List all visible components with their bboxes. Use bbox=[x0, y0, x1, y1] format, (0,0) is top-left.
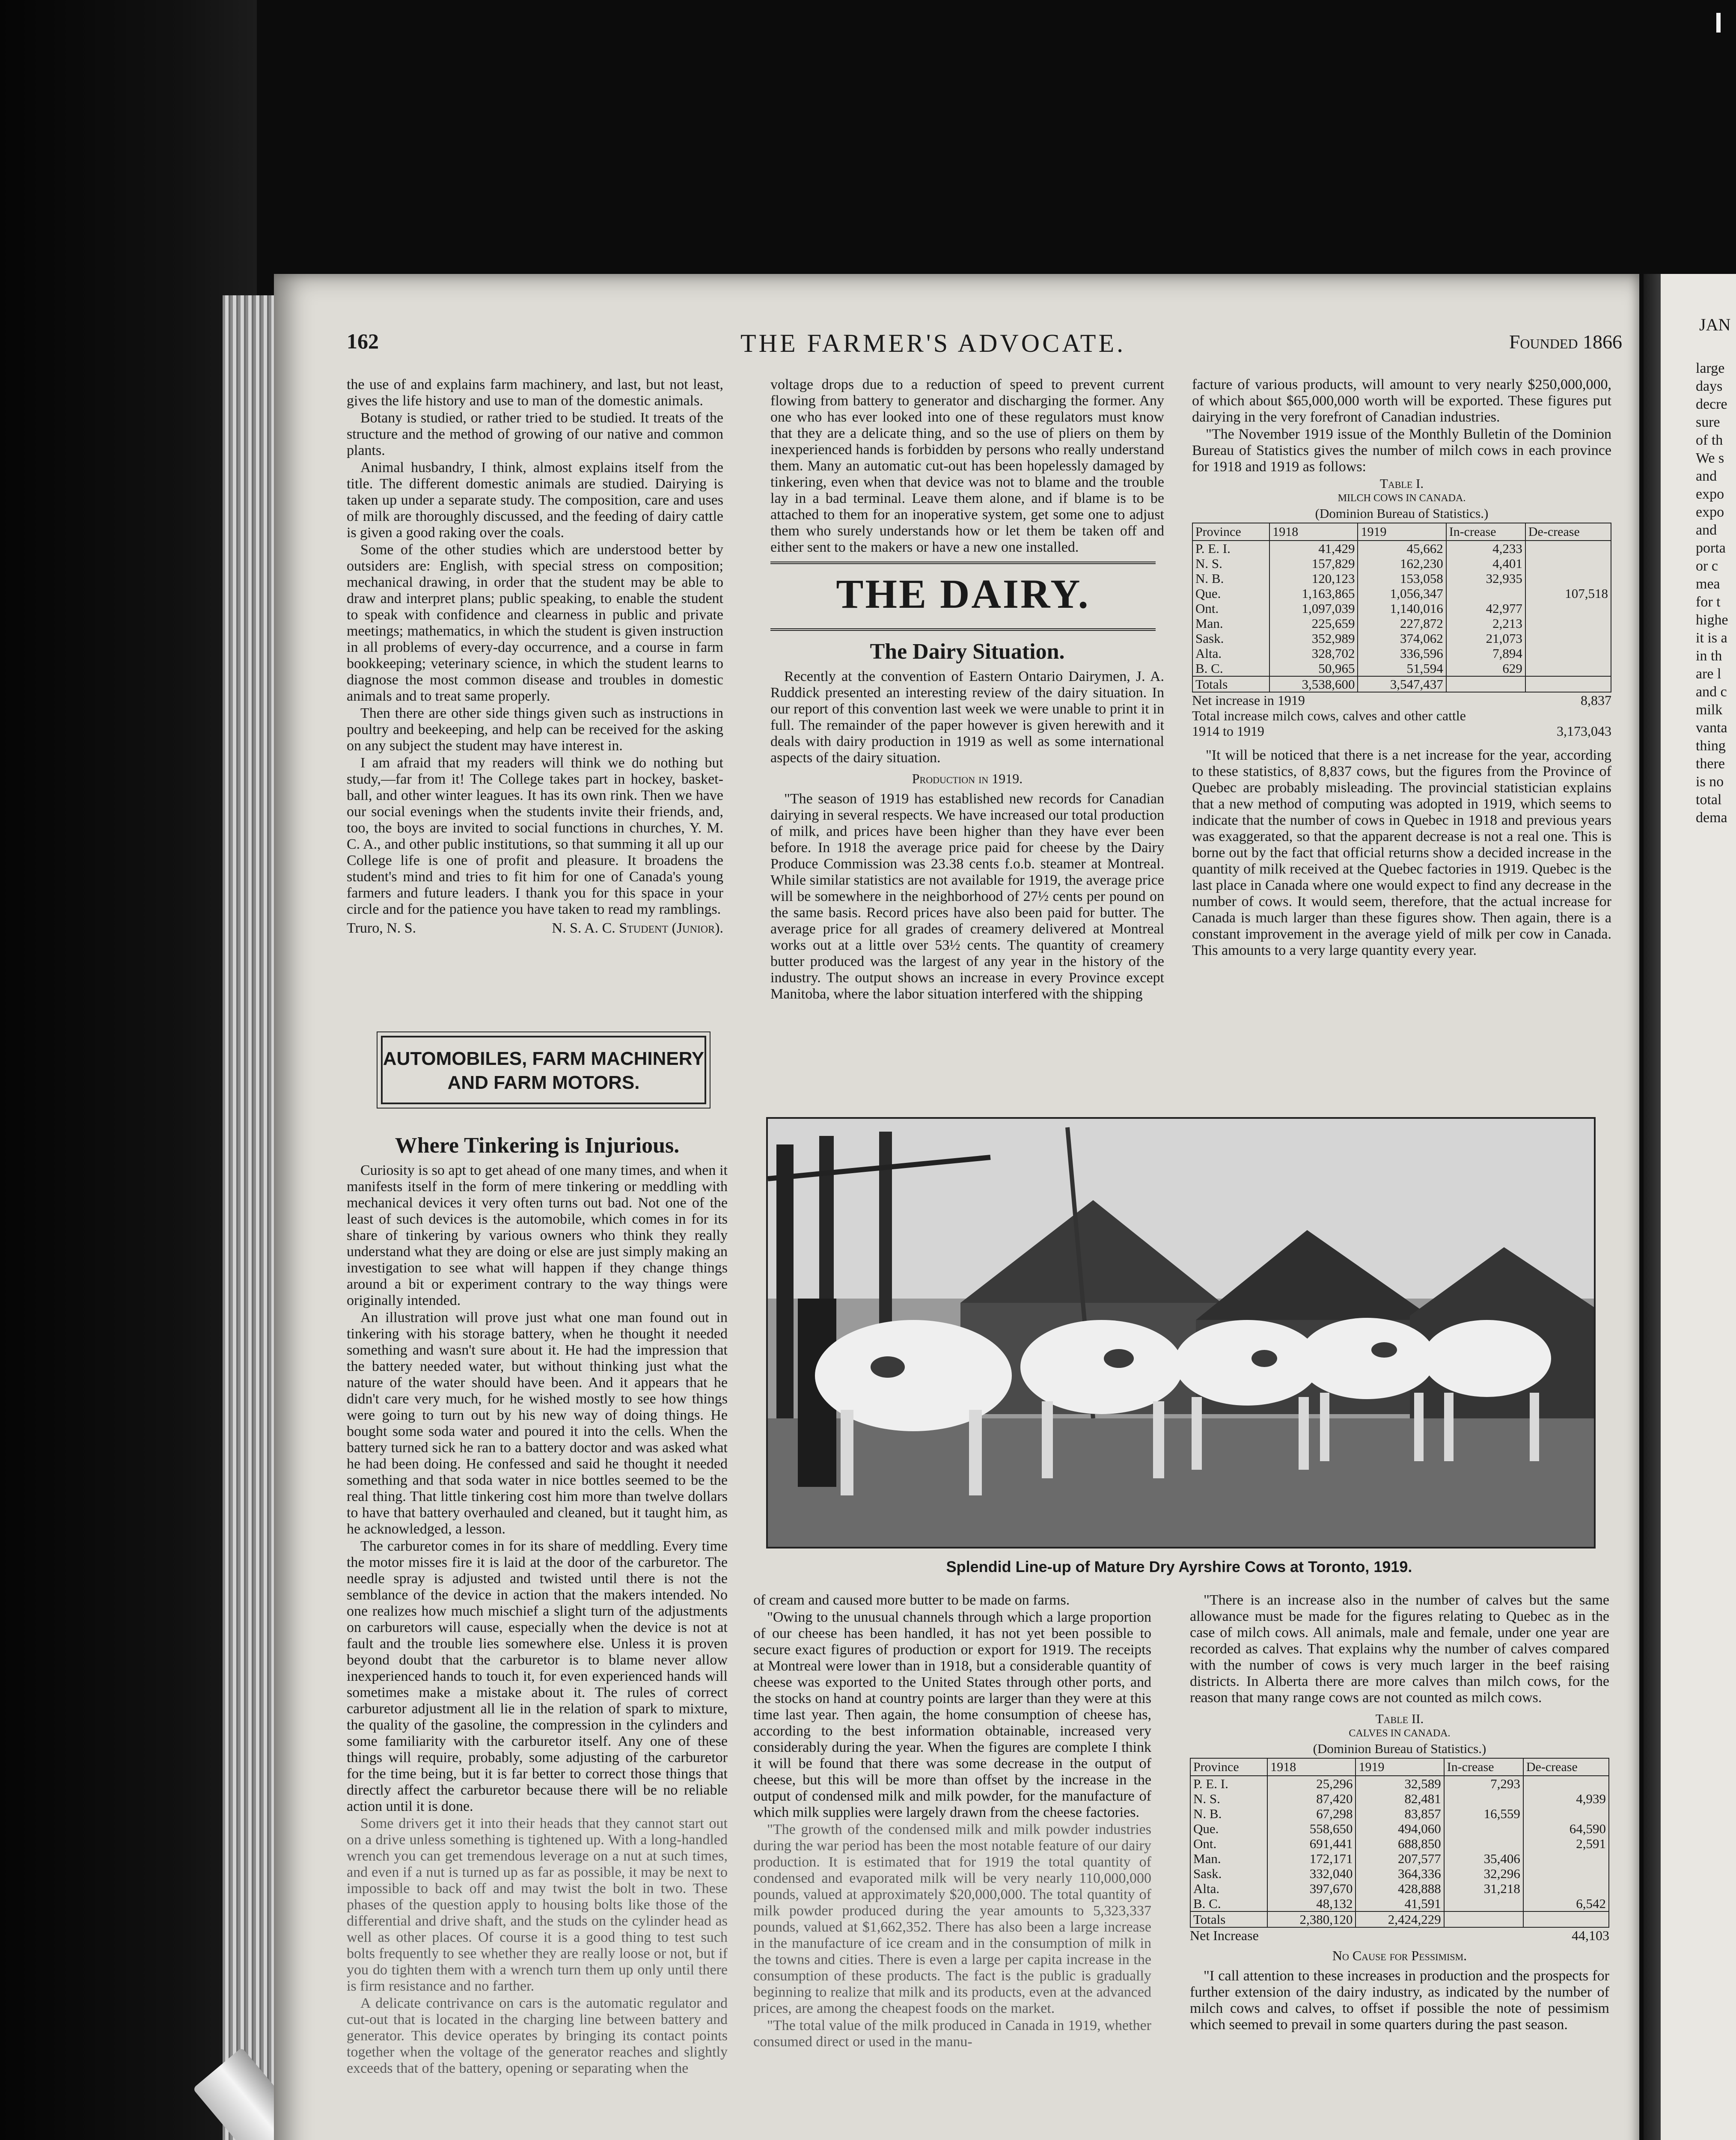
next-page-fragment bbox=[1661, 274, 1736, 2140]
table-cell: Totals bbox=[1190, 1911, 1267, 1927]
article-headline: Where Tinkering is Injurious. bbox=[395, 1133, 680, 1158]
net-label: Net Increase bbox=[1190, 1928, 1259, 1943]
table-row bbox=[1190, 1806, 1609, 1821]
table-cell: 1,163,865 bbox=[1269, 586, 1358, 601]
table-cell: Man. bbox=[1192, 616, 1269, 631]
table-cell: 1,056,347 bbox=[1358, 586, 1446, 601]
table-cell: N. B. bbox=[1192, 571, 1269, 586]
table-cell: 157,829 bbox=[1269, 556, 1358, 571]
table-totals-row bbox=[1192, 676, 1611, 692]
table-cell: 162,230 bbox=[1358, 556, 1446, 571]
section-box-line: AUTOMOBILES, FARM MACHINERY bbox=[383, 1048, 705, 1069]
total-label: Total increase milch cows, calves and other cattle 1914 to 1919 bbox=[1192, 708, 1466, 739]
table-cell: 21,073 bbox=[1446, 631, 1525, 646]
table-cell: 4,233 bbox=[1446, 541, 1525, 556]
table-cell bbox=[1446, 676, 1525, 692]
table-header-cell: 1919 bbox=[1356, 1758, 1444, 1776]
table-cell: 25,296 bbox=[1267, 1776, 1356, 1791]
table-2-caption bbox=[1190, 1711, 1609, 1756]
newspaper-page bbox=[274, 274, 1639, 2140]
table-cell: 7,293 bbox=[1444, 1776, 1523, 1791]
paragraph: Recently at the convention of Eastern Ontario Dairymen, J. A. Ruddick presented an interesting review of the dairy situation. In our report of this convention last week we were unable to print it in full. The remainder of the paper however is given herewith and it deals with dairy production in 1919 as well as some international aspects of the dairy situation. bbox=[770, 669, 1164, 766]
column-3-bottom bbox=[1190, 1592, 1609, 2034]
table-cell bbox=[1446, 586, 1525, 601]
section-box-line: AND FARM MOTORS. bbox=[447, 1072, 640, 1093]
table-cell: Alta. bbox=[1192, 646, 1269, 661]
table-cell bbox=[1525, 616, 1611, 631]
next-page-header: JAN bbox=[1699, 315, 1731, 334]
paragraph: "It will be noticed that there is a net increase for the year, according to these statistics, of 8,837 cows, but the figures from the Province of Quebec are probably misleading. The provincial statistician explains that a new method of computing was adopted in 1919, which seems to indicate that the number of cows in Quebec in 1918 and previous years was exaggerated, so that the apparent decrease is not a real one. This is borne out by the fact that official returns show a decided increase in the quantity of milk received at the Quebec factories in 1919. Quebec is the last place in Canada where one would expect to find any decrease in the number of cows. It would seem, therefore, that the actual increase for Canada is much larger than these figures show. Then again, there is a constant improvement in the average yield of milk per cow in Canada. This amounts to a very large quantity every year. bbox=[1192, 747, 1611, 958]
table-cell bbox=[1525, 556, 1611, 571]
table-cell: Sask. bbox=[1192, 631, 1269, 646]
table-cell: 1,140,016 bbox=[1358, 601, 1446, 616]
table-cell: 7,894 bbox=[1446, 646, 1525, 661]
table-header-cell: De-crease bbox=[1525, 523, 1611, 541]
table-cell bbox=[1525, 541, 1611, 556]
table-cell bbox=[1444, 1836, 1523, 1851]
table-row bbox=[1192, 586, 1611, 601]
table-cell: 31,218 bbox=[1444, 1881, 1523, 1896]
table-cell: 207,577 bbox=[1356, 1851, 1444, 1866]
table-cell: 32,589 bbox=[1356, 1776, 1444, 1791]
book-spine-shadow bbox=[0, 0, 257, 2140]
table-row bbox=[1192, 571, 1611, 586]
table-source: (Dominion Bureau of Statistics.) bbox=[1313, 1741, 1486, 1756]
table-cell: Totals bbox=[1192, 676, 1269, 692]
table-cell: 82,481 bbox=[1356, 1791, 1444, 1806]
table-row bbox=[1190, 1821, 1609, 1836]
table-cell bbox=[1523, 1806, 1609, 1821]
paragraph: An illustration will prove just what one man found out in tinkering with his storage battery, when he thought it needed something and wasn't sure about it. He had the impression that the battery needed water, but without thinking just what the nature of the water should have been. And it appears that he didn't care very much, for he wished mostly to see how things were going to turn out by his new way of doing things. He bought some soda water and poured it into the cells. When the battery turned sick he ran to a battery doctor and was asked what he had been doing. He confessed and said he thought it needed something and that soda water in nice bottles seemed to be the real thing. That little tinkering cost him more than twelve dollars to have that battery overhauled and cleaned, but it taught him, as he acknowledged, a lesson. bbox=[347, 1310, 728, 1537]
article-headline: The Dairy Situation. bbox=[870, 639, 1065, 664]
table-totals-row bbox=[1190, 1911, 1609, 1927]
table-cell: N. S. bbox=[1192, 556, 1269, 571]
net-label: Net increase in 1919 bbox=[1192, 693, 1305, 708]
table-cell: 50,965 bbox=[1269, 661, 1358, 676]
table-cell: 629 bbox=[1446, 661, 1525, 676]
table-cell: 691,441 bbox=[1267, 1836, 1356, 1851]
table-cell: 4,401 bbox=[1446, 556, 1525, 571]
table-net-line bbox=[1190, 1928, 1609, 1943]
table-cell: 3,538,600 bbox=[1269, 676, 1358, 692]
table-cell: 3,547,437 bbox=[1358, 676, 1446, 692]
page-edges bbox=[223, 295, 282, 2140]
table-row bbox=[1190, 1896, 1609, 1911]
table-cell: 153,058 bbox=[1358, 571, 1446, 586]
table-cell bbox=[1523, 1776, 1609, 1791]
paragraph: Botany is studied, or rather tried to be studied. It treats of the structure and the method of growing of our native and common plants. bbox=[347, 410, 723, 458]
table-cell: 41,591 bbox=[1356, 1896, 1444, 1911]
column-1-bottom bbox=[347, 1130, 728, 2078]
table-cell: 227,872 bbox=[1358, 616, 1446, 631]
table-cell: B. C. bbox=[1192, 661, 1269, 676]
table-cell: 32,296 bbox=[1444, 1866, 1523, 1881]
table-cell: 558,650 bbox=[1267, 1821, 1356, 1836]
table-cell: Ont. bbox=[1192, 601, 1269, 616]
page-header bbox=[347, 329, 1622, 363]
table-cell: 48,132 bbox=[1267, 1896, 1356, 1911]
signature-place: Truro, N. S. bbox=[347, 920, 416, 936]
table-header-cell: 1918 bbox=[1269, 523, 1358, 541]
table-cell bbox=[1444, 1911, 1523, 1927]
cattle-photograph bbox=[766, 1117, 1596, 1549]
column-2-top bbox=[770, 377, 1164, 1003]
paragraph: "The November 1919 issue of the Monthly Bulletin of the Dominion Bureau of Statistics gives the number of milch cows in each province for 1918 and 1919 as follows: bbox=[1192, 426, 1611, 475]
table-cell: 374,062 bbox=[1358, 631, 1446, 646]
table-cell bbox=[1444, 1821, 1523, 1836]
table-cell bbox=[1523, 1911, 1609, 1927]
table-cell: 2,213 bbox=[1446, 616, 1525, 631]
table-cell: 16,559 bbox=[1444, 1806, 1523, 1821]
table-header-cell: 1919 bbox=[1358, 523, 1446, 541]
table-cell: 1,097,039 bbox=[1269, 601, 1358, 616]
table-cell: P. E. I. bbox=[1190, 1776, 1267, 1791]
table-cell: 428,888 bbox=[1356, 1881, 1444, 1896]
table-cell bbox=[1525, 646, 1611, 661]
photo-caption: Splendid Line-up of Mature Dry Ayrshire Cows at Toronto, 1919. bbox=[946, 1558, 1412, 1575]
table-row bbox=[1192, 601, 1611, 616]
paragraph: the use of and explains farm machinery, and last, but not least, gives the life history and use to man of the domestic animals. bbox=[347, 377, 723, 409]
calves-table bbox=[1190, 1758, 1609, 1928]
table-total-line bbox=[1192, 708, 1611, 739]
table-cell bbox=[1523, 1881, 1609, 1896]
table-cell: 4,939 bbox=[1523, 1791, 1609, 1806]
total-value: 3,173,043 bbox=[1557, 723, 1611, 739]
table-row bbox=[1192, 661, 1611, 676]
table-row bbox=[1190, 1776, 1609, 1791]
next-page-text: large days decre sure of th We s and expo expo and porta or c mea for t highe it is a in th are l and c milk vanta thing there is no total dema bbox=[1696, 360, 1728, 826]
table-cell: 352,989 bbox=[1269, 631, 1358, 646]
table-cell: 83,857 bbox=[1356, 1806, 1444, 1821]
signature-name: N. S. A. C. Student (Junior). bbox=[552, 920, 723, 936]
table-1-caption bbox=[1192, 476, 1611, 521]
milch-cows-table bbox=[1192, 523, 1611, 693]
table-cell: 172,171 bbox=[1267, 1851, 1356, 1866]
table-header-cell: Province bbox=[1192, 523, 1269, 541]
paragraph: "The season of 1919 has established new records for Canadian dairying in several respects. We have increased our total production of milk, and prices have been higher than they have ever been before. In 1918 the average price paid for cheese by the Dairy Produce Commission was 23.38 cents f.o.b. steamer at Montreal. While similar statistics are not available for 1919, the average price will be somewhere in the neighborhood of 27½ cents per pound on the same basis. Record prices have also been paid for butter. The average price for all grades of creamery delivered at Montreal works out at a little over 53½ cents. The quantity of creamery butter produced was the largest of any year in the history of the industry. The output shows an increase in every Province except Manitoba, where the labor situation interfered with the shipping bbox=[770, 791, 1164, 1002]
table-row bbox=[1192, 631, 1611, 646]
scan-marker bbox=[1716, 13, 1721, 33]
signature bbox=[347, 920, 723, 936]
table-cell: 332,040 bbox=[1267, 1866, 1356, 1881]
paragraph: The carburetor comes in for its share of meddling. Every time the motor misses fire it is laid at the door of the carburetor. The needle spray is adjusted and twisted until there is not the semblance of the device in action that the makers intended. No one realizes how much mischief a slight turn of the adjustments on carburetors will cause, especially when the device is not at fault and the trouble lies somewhere else. Unless it is proven beyond doubt that the carburetor is to blame never allow inexperienced hands to touch it, for even experienced hands will sometimes make a mistake about it. The rules of correct carburetor adjustment all lie in the relation of spark to mixture, the quality of the gasoline, the compression in the cylinders and some familiarity with the carburetor itself. Any one of these things will require, probably, some adjusting of the carburetor for the time being, but it is far better to correct those things that directly affect the carburetor because there will be no reliable action until it is done. bbox=[347, 1538, 728, 1814]
table-cell: 225,659 bbox=[1269, 616, 1358, 631]
table-row bbox=[1192, 541, 1611, 556]
table-cell: 2,424,229 bbox=[1356, 1911, 1444, 1927]
gutter-shadow bbox=[1644, 274, 1661, 2140]
table-cell: 688,850 bbox=[1356, 1836, 1444, 1851]
paragraph: "The growth of the condensed milk and milk powder industries during the war period has been the most notable feature of our dairy production. It is estimated that for 1919 the total quantity of condensed and evaporated milk will be very nearly 110,000,000 pounds, valued at approximately $20,000,000. The total quantity of milk powder produced during the year amounts to 5,323,337 pounds, valued at $1,662,352. There has also been a large increase in the manufacture of ice cream and in the consumption of milk in the towns and cities. There is even a large per capita increase in the consumption of these products. The fact is the public is gradually beginning to realize that milk and its products, even at the advanced prices, are among the cheapest foods on the market. bbox=[753, 1822, 1151, 2016]
paragraph: A delicate contrivance on cars is the automatic regulator and cut-out that is located in the charging line between battery and generator. This device operates by bringing its contact points together when the voltage of the generator reaches and slightly exceeds that of the battery, opening or separating when the bbox=[347, 1995, 728, 2076]
paragraph: of cream and caused more butter to be made on farms. bbox=[753, 1592, 1070, 1608]
paragraph: Then there are other side things given such as instructions in poultry and beekeeping, and help can be received for the asking on any subject the student may have interest in. bbox=[347, 705, 723, 754]
table-cell: 87,420 bbox=[1267, 1791, 1356, 1806]
section-box-automobiles bbox=[381, 1036, 706, 1104]
paragraph: I am afraid that my readers will think we do nothing but study,—far from it! The College takes part in hockey, basket-ball, and other winter leagues. It has its own rink. Then we have our social evenings when the students invite their friends, and, too, the boys are invited to social functions in churches, Y. M. C. A., and other public institutions, so that summing it all up our College life is one of profit and pleasure. It broadens the student's mind and tries to fit him for one of Canada's young farmers and future leaders. I thank you for this space in your circle and for the patience you have taken to read my ramblings. bbox=[347, 755, 723, 917]
table-subtitle: MILCH COWS IN CANADA. bbox=[1338, 493, 1466, 504]
table-cell: Que. bbox=[1192, 586, 1269, 601]
table-cell: Ont. bbox=[1190, 1836, 1267, 1851]
table-cell: Man. bbox=[1190, 1851, 1267, 1866]
table-header-cell: In-crease bbox=[1446, 523, 1525, 541]
table-cell: B. C. bbox=[1190, 1896, 1267, 1911]
table-cell: 328,702 bbox=[1269, 646, 1358, 661]
net-value: 8,837 bbox=[1581, 693, 1611, 708]
table-net-line bbox=[1192, 693, 1611, 708]
paragraph: facture of various products, will amount to very nearly $250,000,000, of which about $65,000,000 worth will be exported. These figures put dairying in the very forefront of Canadian industries. bbox=[1192, 377, 1611, 425]
table-cell: Alta. bbox=[1190, 1881, 1267, 1896]
paragraph: "The total value of the milk produced in Canada in 1919, whether consumed direct or used in the manu- bbox=[753, 2018, 1151, 2050]
masthead: THE FARMER'S ADVOCATE. bbox=[740, 329, 1126, 357]
column-3-top bbox=[1192, 377, 1611, 960]
table-cell: 51,594 bbox=[1358, 661, 1446, 676]
table-cell: 45,662 bbox=[1358, 541, 1446, 556]
table-row bbox=[1190, 1851, 1609, 1866]
table-row bbox=[1192, 556, 1611, 571]
table-cell bbox=[1525, 676, 1611, 692]
subheading: No Cause for Pessimism. bbox=[1332, 1948, 1467, 1963]
table-cell bbox=[1525, 661, 1611, 676]
table-cell: 6,542 bbox=[1523, 1896, 1609, 1911]
paragraph: Some of the other studies which are understood better by outsiders are: English, with special stress on composition; mechanical drawing, in order that the student may be able to draw and interpret plans; public speaking, to enable the student to speak with confidence and clearness in public and private meetings; mathematics, in which the student is given instruction in all problems of every-day occurrence, and a course in farm bookkeeping; veterinary science, in which the student learns to diagnose the most common disease and troubles in domestic animals and to treat same properly. bbox=[347, 542, 723, 704]
table-cell: N. S. bbox=[1190, 1791, 1267, 1806]
table-cell bbox=[1525, 631, 1611, 646]
table-row bbox=[1192, 646, 1611, 661]
table-cell bbox=[1444, 1896, 1523, 1911]
paragraph: Some drivers get it into their heads that they cannot start out on a drive unless something is tightened up. With a long-handled wrench you can get tremendous leverage on a nut at such times, and even if a nut is turned up as far as possible, it may be next to impossible to back off and may twist the bolt in two. These phases of the question apply to housing bolts like those of the differential and drive shaft, and the studs on the cylinder head as well as other places. Of course it is a good thing to test such bolts frequently to see whether they are really loose or not, but if you do tighten them with a wrench turn them up only until there is firm resistance and no farther. bbox=[347, 1816, 728, 1994]
table-row bbox=[1190, 1881, 1609, 1896]
table-cell: 364,336 bbox=[1356, 1866, 1444, 1881]
table-cell: 2,380,120 bbox=[1267, 1911, 1356, 1927]
paragraph: "I call attention to these increases in production and the prospects for further extension of the dairy industry, as indicated by the number of milch cows and calves, to offset if possible the note of pessimism which seemed to prevail in some quarters during the past season. bbox=[1190, 1968, 1609, 2033]
table-cell bbox=[1525, 601, 1611, 616]
table-header-cell: 1918 bbox=[1267, 1758, 1356, 1776]
table-header-cell: Province bbox=[1190, 1758, 1267, 1776]
cattle-photo-art bbox=[768, 1119, 1594, 1547]
table-header-cell: De-crease bbox=[1523, 1758, 1609, 1776]
table-cell bbox=[1523, 1851, 1609, 1866]
table-header-cell: In-crease bbox=[1444, 1758, 1523, 1776]
paragraph: "Owing to the unusual channels through which a large proportion of our cheese has been handled, it has not yet been possible to secure exact figures of production or export for 1919. The receipts at Montreal were lower than in 1918, but a considerable quantity of cheese was exported to the United States through other ports, and the stocks on hand at country points are larger than they were at this time last year. Then again, the home consumption of cheese has, according to the best information obtainable, increased very considerably during the year. When the figures are complete I think it will be found that there was some decrease in the output of cheese, but this will be more than offset by the increase in the output of condensed milk and milk powder, for the manufacture of which milk supplies were largely drawn from the cheese factories. bbox=[753, 1609, 1151, 1820]
founded-line: Founded 1866 bbox=[1509, 331, 1622, 353]
table-cell: 494,060 bbox=[1356, 1821, 1444, 1836]
table-cell: 42,977 bbox=[1446, 601, 1525, 616]
table-cell: 120,123 bbox=[1269, 571, 1358, 586]
table-title: Table I. bbox=[1379, 476, 1424, 491]
table-cell: Sask. bbox=[1190, 1866, 1267, 1881]
table-subtitle: CALVES IN CANADA. bbox=[1349, 1728, 1451, 1739]
table-cell: 35,406 bbox=[1444, 1851, 1523, 1866]
table-cell: 41,429 bbox=[1269, 541, 1358, 556]
table-cell: P. E. I. bbox=[1192, 541, 1269, 556]
net-value: 44,103 bbox=[1572, 1928, 1609, 1943]
table-title: Table II. bbox=[1375, 1711, 1424, 1726]
paragraph: Animal husbandry, I think, almost explains itself from the title. The different domestic animals are studied. Dairying is taken up under a separate study. The composition, care and uses of milk are thoroughly discussed, and the feeding of dairy cattle is given a good raking over the coals. bbox=[347, 460, 723, 541]
table-cell: 397,670 bbox=[1267, 1881, 1356, 1896]
page-number: 162 bbox=[347, 329, 379, 353]
table-row bbox=[1190, 1791, 1609, 1806]
table-cell: Que. bbox=[1190, 1821, 1267, 1836]
table-cell: 67,298 bbox=[1267, 1806, 1356, 1821]
table-source: (Dominion Bureau of Statistics.) bbox=[1315, 506, 1489, 521]
table-cell: 32,935 bbox=[1446, 571, 1525, 586]
table-cell: 107,518 bbox=[1525, 586, 1611, 601]
table-cell: N. B. bbox=[1190, 1806, 1267, 1821]
table-cell bbox=[1525, 571, 1611, 586]
table-cell: 336,596 bbox=[1358, 646, 1446, 661]
table-row bbox=[1192, 616, 1611, 631]
table-cell bbox=[1444, 1791, 1523, 1806]
table-row bbox=[1190, 1836, 1609, 1851]
table-row bbox=[1190, 1866, 1609, 1881]
paragraph: Curiosity is so apt to get ahead of one many times, and when it manifests itself in the form of mere tinkering or meddling with mechanical devices it very often turns out bad. Not one of the least of such devices is the automobile, which comes in for its share of tinkering by various owners who think they really understand what they are doing or else are just simply making an investigation to see what will happen if they change things around a bit or experiment contrary to the way things were originally intended. bbox=[347, 1162, 728, 1308]
section-title-dairy: THE DAIRY. bbox=[770, 562, 1156, 631]
paragraph: "There is an increase also in the number of calves but the same allowance must be made for the figures relating to Quebec as in the case of milch cows. All animals, male and female, under one year are recorded as calves. That explains why the number of calves compared with the number of cows is very much larger in the beef raising districts. In Alberta there are more calves than milch cows, for the reason that many range cows are not counted as milch cows. bbox=[1190, 1592, 1609, 1706]
column-2-bottom bbox=[753, 1592, 1151, 2051]
paragraph: voltage drops due to a reduction of speed to prevent current flowing from battery to generator and discharging the former. Any one who has ever looked into one of these regulators must know that they are a delicate thing, and so the use of pliers on them by inexperienced hands is forbidden by persons who really understand them. Many an automatic cut-out has been hopelessly damaged by tinkering, even when that device was not to blame and the trouble lay in a bad terminal. Leave them alone, and if blame is to be attached to them for an inoperative system, get some one to adjust them who surely understands how or let them be taken off and either sent to the makers or have a new one installed. bbox=[770, 377, 1164, 555]
table-cell: 2,591 bbox=[1523, 1836, 1609, 1851]
table-cell bbox=[1523, 1866, 1609, 1881]
column-1-top bbox=[347, 377, 723, 936]
subheading: Production in 1919. bbox=[912, 771, 1023, 786]
table-cell: 64,590 bbox=[1523, 1821, 1609, 1836]
